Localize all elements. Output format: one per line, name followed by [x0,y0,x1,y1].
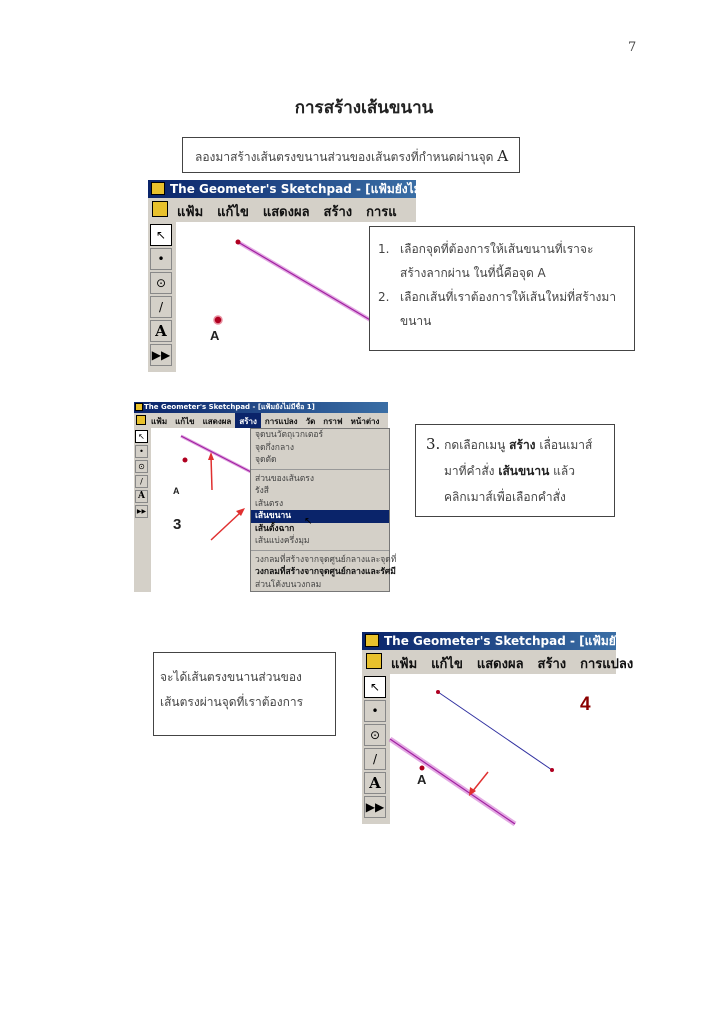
step-3-text-5: คลิกเมาส์เพื่อเลือกคำสั่ง [444,490,566,504]
menu-item-perpendicular-line[interactable]: เส้นตั้งฉาก [255,523,295,534]
menu-transform[interactable]: การแปลง [264,417,298,426]
menu-item-circle-center-point[interactable]: วงกลมที่สร้างจากจุดศูนย์กลางและจุดที่ [255,554,397,565]
menu-item-circle-center-radius[interactable]: วงกลมที่สร้างจากจุดศูนย์กลางและรัศมี [255,567,396,577]
straightedge-tool-icon[interactable]: / [364,748,386,770]
compass-tool-icon[interactable]: ⊙ [135,460,148,473]
step-3-number: 3. [426,435,441,453]
step-3-box [415,424,615,517]
steps-box [369,226,635,351]
step-1-line-2: สร้างลากผ่าน ในที่นี้คือจุด A [400,266,546,280]
step-3-text-2: เลื่อนเมาส์ [539,438,593,452]
custom-tool-icon[interactable]: ▶▶ [135,505,148,518]
step-3-label: 3 [173,516,182,533]
point-a-label: A [210,328,220,343]
menu-item-midpoint[interactable]: จุดกึ่งกลาง [255,442,295,453]
window-2-title: The Geometer's Sketchpad - [แฟ้มยังไม่มีชื่อ 1] [144,403,315,411]
arrow-tool-icon[interactable]: ↖ [364,676,386,698]
window-2-titlebar [134,402,388,413]
window-3-canvas[interactable] [390,674,616,824]
window-3-menubar [362,650,634,674]
step-3-text-4: แล้ว [553,464,575,478]
straightedge-tool-icon[interactable]: / [150,296,172,318]
menu-separator [251,550,389,552]
compass-tool-icon[interactable]: ⊙ [364,724,386,746]
result-line-2: เส้นตรงผ่านจุดที่เราต้องการ [160,695,304,709]
arrow-tool-icon[interactable]: ↖ [150,224,172,246]
step-4-label: 4 [580,694,591,715]
point-tool-icon[interactable]: • [135,445,148,458]
step-2-line-1: เลือกเส้นที่เราต้องการให้เส้นใหม่ที่สร้างมา [400,290,617,304]
document-icon[interactable] [366,653,382,669]
menu-construct[interactable]: สร้าง [235,413,261,428]
window-3-toolbox [362,674,388,824]
menu-transform[interactable]: การแ [366,205,397,220]
window-2-menubar [134,413,388,428]
menu-separator [251,469,389,471]
menu-edit[interactable]: แก้ไข [431,657,463,672]
parallel-line-segment[interactable] [438,692,552,770]
menu-item-line[interactable]: เส้นตรง [255,498,284,509]
segment-endpoint[interactable] [436,690,440,694]
menu-file[interactable]: แฟ้ม [391,657,418,672]
arrow [472,772,488,792]
point-a[interactable] [420,766,425,771]
menu-edit[interactable]: แก้ไข [175,417,195,426]
text-tool-icon[interactable]: A [135,490,148,503]
menu-item-point-on-object[interactable]: จุดบนวัตถุเวกเตอร์ [255,430,324,440]
app-icon [151,182,165,195]
step-3-bold-2: เส้นขนาน [498,464,550,478]
menu-construct[interactable]: สร้าง [537,657,567,672]
app-icon [365,634,379,647]
intro-point: A [497,147,509,165]
menu-edit[interactable]: แก้ไข [217,205,249,220]
step-2-line-2: ขนาน [400,314,432,328]
sketchpad-window-3 [362,632,677,824]
window-3-titlebar [362,632,677,650]
segment-endpoint[interactable] [550,768,554,772]
custom-tool-icon[interactable]: ▶▶ [150,344,172,366]
point-tool-icon[interactable]: • [364,700,386,722]
menu-file[interactable]: แฟ้ม [177,205,204,220]
arrow-2 [211,512,241,540]
menu-item-segment[interactable]: ส่วนของเส้นตรง [255,473,314,484]
menu-item-arc-on-circle[interactable]: ส่วนโค้งบนวงกลม [255,579,322,590]
intro-box [182,137,520,173]
point-a[interactable] [214,316,222,324]
document-icon[interactable] [152,201,168,217]
menu-measure[interactable]: วัด [305,417,316,426]
arrow-tool-icon[interactable]: ↖ [135,430,148,443]
menu-item-angle-bisector[interactable]: เส้นแบ่งครึ่งมุม [255,536,310,546]
arrow-1 [211,456,212,490]
result-line-1: จะได้เส้นตรงขนานส่วนของ [160,670,302,684]
point-a-label: A [417,772,427,787]
page-title: การสร้างเส้นขนาน [294,98,434,118]
menu-construct[interactable]: สร้าง [323,205,353,220]
result-box [153,652,336,736]
menu-display[interactable]: แสดงผล [476,657,524,672]
window-3-title: The Geometer's Sketchpad - [แฟ้มยังไม่มีชื่อ 1] [384,634,677,648]
text-tool-icon[interactable]: A [364,772,386,794]
menu-file[interactable]: แฟ้ม [151,417,168,426]
page-number: 7 [628,40,637,55]
point-a-label: A [173,486,180,496]
menu-display[interactable]: แสดงผล [262,205,310,220]
sketchpad-window-2 [134,402,397,592]
compass-tool-icon[interactable]: ⊙ [150,272,172,294]
menu-item-intersection[interactable]: จุดตัด [255,455,277,465]
menu-transform[interactable]: การแปลง [580,657,634,672]
construct-dropdown-menu [250,428,397,592]
window-1-toolbox [148,222,174,372]
intro-text: ลองมาสร้างเส้นตรงขนานส่วนของเส้นตรงที่กำหนดผ่านจุด [195,150,494,164]
step-1-line-1: เลือกจุดที่ต้องการให้เส้นขนานที่เราจะ [400,242,594,256]
window-2-toolbox [134,428,150,592]
step-1-number: 1. [378,242,390,256]
step-3-bold-1: สร้าง [509,438,536,452]
custom-tool-icon[interactable]: ▶▶ [364,796,386,818]
app-icon [135,403,143,411]
menu-window[interactable]: หน้าต่าง [350,417,380,426]
menu-graph[interactable]: กราฟ [323,417,343,426]
menu-display[interactable]: แสดงผล [202,417,232,426]
mouse-cursor-icon: ↖ [304,516,313,527]
step-3-text-3: มาที่คำสั่ง [444,464,495,478]
text-tool-icon[interactable]: A [150,320,172,342]
menu-item-parallel-line[interactable]: เส้นขนาน [251,510,389,523]
step-3-text-1: กดเลือกเมนู [444,438,506,452]
point-a[interactable] [183,458,188,463]
straightedge-tool-icon[interactable]: / [135,475,148,488]
window-1-menubar [148,198,416,222]
window-1-title: The Geometer's Sketchpad - [แฟ้มยังไม่มีชื่อ 1] [170,182,463,196]
segment-endpoint[interactable] [236,240,241,245]
document-icon[interactable] [136,415,146,425]
point-tool-icon[interactable]: • [150,248,172,270]
step-2-number: 2. [378,290,390,304]
menu-item-ray[interactable]: รังสี [255,486,269,496]
window-1-titlebar [148,180,463,198]
